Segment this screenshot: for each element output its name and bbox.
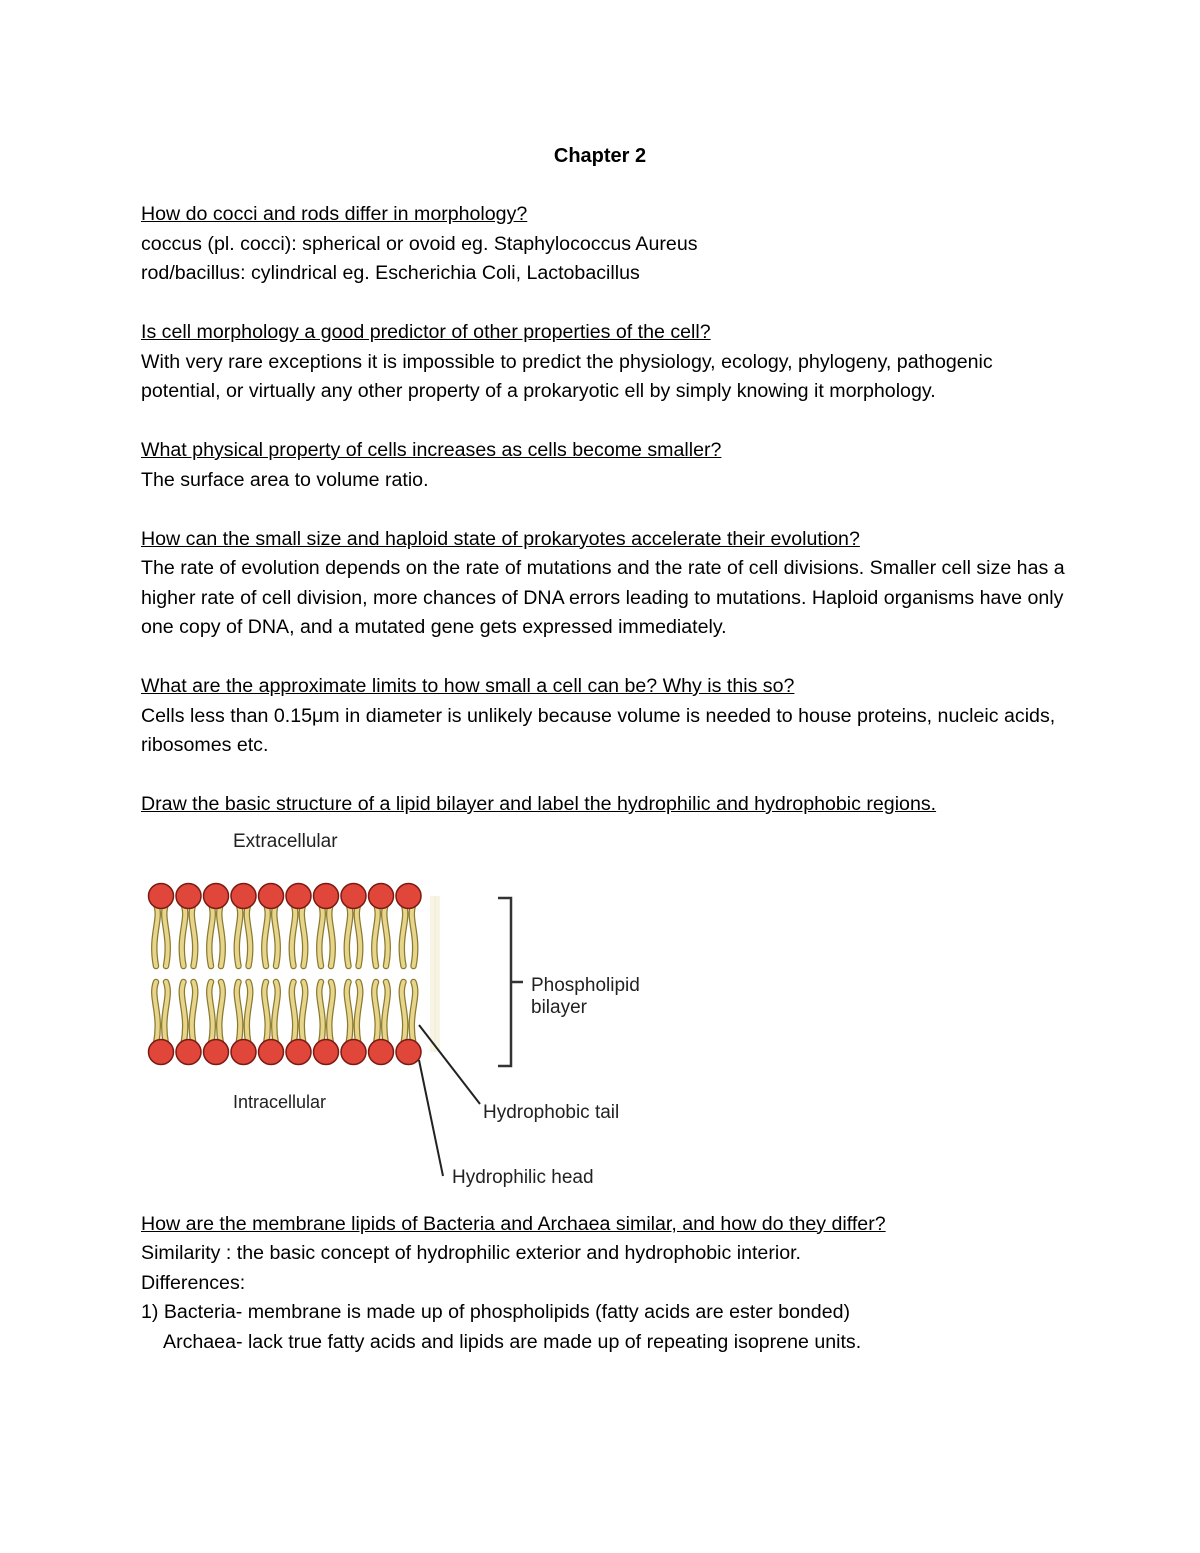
- lipid-head: [314, 1039, 339, 1064]
- page-title: Chapter 2: [553, 145, 647, 167]
- answer-3: The surface area to volume ratio.: [141, 468, 429, 491]
- hydrophilic-head-label: Hydrophilic head: [452, 1166, 594, 1188]
- lipid-head: [314, 883, 339, 908]
- lipid-head: [204, 883, 229, 908]
- lipid-head: [176, 883, 201, 908]
- question-4: How can the small size and haploid state of prokaryotes accelerate their evolution?: [141, 527, 860, 550]
- bilayer-bracket: [498, 898, 511, 1066]
- question-7: How are the membrane lipids of Bacteria and Archaea similar, and how do they differ?: [141, 1212, 886, 1235]
- question-5: What are the approximate limits to how small a cell can be? Why is this so?: [141, 675, 795, 697]
- lipid-head: [341, 1039, 366, 1064]
- head-leader-line: [419, 1060, 443, 1176]
- question-6: Draw the basic structure of a lipid bilayer and label the hydrophilic and hydrophobic regions.: [141, 793, 937, 815]
- hydrophobic-tails: [154, 896, 440, 1052]
- intracellular-label: Intracellular: [233, 1091, 327, 1112]
- bilayer-label: bilayer: [531, 996, 587, 1018]
- question-2: Is cell morphology a good predictor of other properties of the cell?: [141, 321, 711, 343]
- lipid-head: [259, 1039, 284, 1064]
- lipid-head: [149, 1039, 174, 1064]
- lipid-head: [341, 883, 366, 908]
- lipid-head: [396, 883, 421, 908]
- answer-7-line-1: Similarity : the basic concept of hydrophilic exterior and hydrophobic interior.: [141, 1242, 801, 1264]
- back-row-tail: [430, 896, 436, 1052]
- document-body: [141, 200, 1071, 1357]
- answer-1-line-2: rod/bacillus: cylindrical eg. Escherichia Coli, Lactobacillus: [141, 262, 640, 284]
- extracellular-label: Extracellular: [233, 830, 338, 852]
- lipid-head: [231, 883, 256, 908]
- question-1: How do cocci and rods differ in morphology?: [141, 203, 528, 225]
- phospholipid-label: Phospholipid: [531, 974, 640, 996]
- lipid-head: [286, 1039, 311, 1064]
- lipid-bilayer-figure: [141, 820, 701, 1210]
- question-3: What physical property of cells increases as cells become smaller?: [141, 439, 722, 461]
- answer-1-line-1: coccus (pl. cocci): spherical or ovoid eg. Staphylococcus Aureus: [141, 232, 698, 255]
- hydrophobic-tail-label: Hydrophobic tail: [483, 1101, 620, 1123]
- lipid-head: [396, 1039, 421, 1064]
- answer-7-line-3: 1) Bacteria- membrane is made up of phospholipids (fatty acids are ester bonded): [141, 1301, 851, 1323]
- lipid-head: [259, 883, 284, 908]
- lipid-head: [149, 883, 174, 908]
- lipid-head: [369, 1039, 394, 1064]
- lipid-head: [231, 1039, 256, 1064]
- lipid-bilayer-diagram: [141, 820, 701, 1210]
- answer-7-line-4: Archaea- lack true fatty acids and lipids are made up of repeating isoprene units.: [163, 1330, 862, 1353]
- answer-5: Cells less than 0.15μm in diameter is unlikely because volume is needed to house proteins, nucleic acids, ribosomes etc.: [141, 704, 1056, 756]
- answer-4: The rate of evolution depends on the rate of mutations and the rate of cell divisions. Smaller cell size has a higher rate of cell division, more chances of DNA errors leading to mutations. Haploid organisms have only one copy of DNA, and a mutated gene gets expressed immediately.: [141, 557, 1065, 638]
- answer-2: With very rare exceptions it is impossible to predict the physiology, ecology, phylogeny, pathogenic potential, or virtually any other property of a prokaryotic ell by simply knowing it morphology.: [141, 350, 993, 402]
- tail-leader-line: [419, 1025, 480, 1104]
- lipid-head: [369, 883, 394, 908]
- lipid-head: [176, 1039, 201, 1064]
- lipid-head: [286, 883, 311, 908]
- lipid-head: [204, 1039, 229, 1064]
- answer-7-line-2: Differences:: [141, 1271, 246, 1294]
